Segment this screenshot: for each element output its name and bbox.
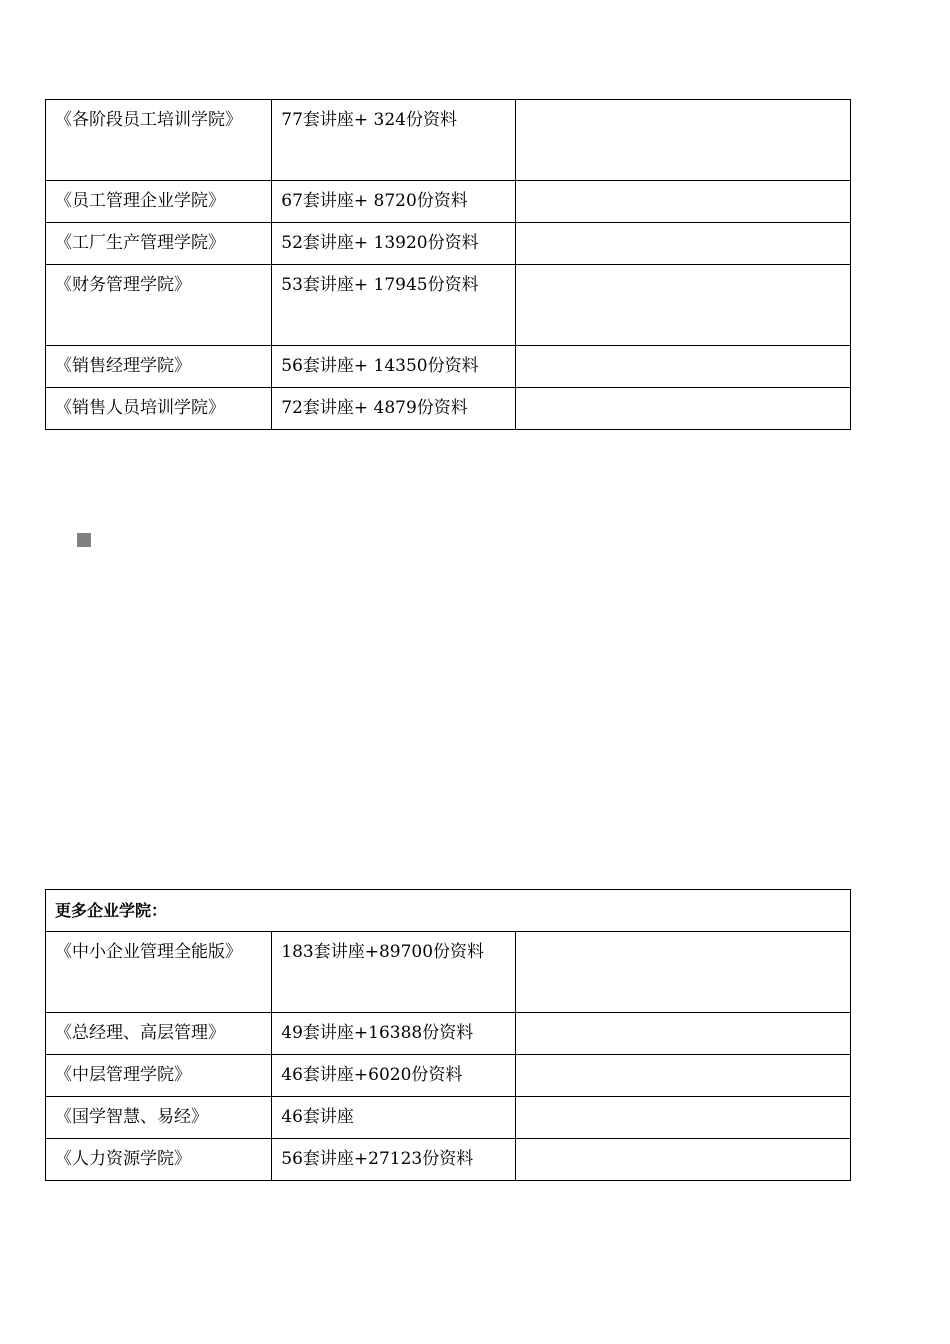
- table-row: [46, 1139, 851, 1181]
- table-row: [46, 181, 851, 223]
- more-academies-heading: 更多企业学院：: [46, 890, 851, 932]
- table-header-row: [46, 890, 851, 932]
- table-row: [46, 1055, 851, 1097]
- academy-note-cell: [515, 100, 850, 181]
- academy-name-cell: 《员工管理企业学院》: [46, 181, 272, 223]
- academy-content-cell: 67套讲座+ 8720份资料: [272, 181, 515, 223]
- academy-table-top: [45, 99, 851, 430]
- academy-note-cell: [515, 265, 850, 346]
- square-bullet-icon: [77, 533, 91, 547]
- academy-name-cell: 《销售经理学院》: [46, 346, 272, 388]
- academy-table-more: [45, 889, 851, 1181]
- table-row: [46, 346, 851, 388]
- academy-note-cell: [515, 1013, 850, 1055]
- academy-name-cell: 《工厂生产管理学院》: [46, 223, 272, 265]
- academy-name-cell: 《人力资源学院》: [46, 1139, 272, 1181]
- academy-content-cell: 46套讲座+6020份资料: [272, 1055, 515, 1097]
- academy-name-cell: 《财务管理学院》: [46, 265, 272, 346]
- academy-note-cell: [515, 181, 850, 223]
- table-row: [46, 1097, 851, 1139]
- academy-name-cell: 《销售人员培训学院》: [46, 388, 272, 430]
- academy-note-cell: [515, 346, 850, 388]
- academy-content-cell: 183套讲座+89700份资料: [272, 932, 515, 1013]
- academy-content-cell: 56套讲座+ 14350份资料: [272, 346, 515, 388]
- academy-content-cell: 46套讲座: [272, 1097, 515, 1139]
- table-row: [46, 223, 851, 265]
- academy-note-cell: [515, 1097, 850, 1139]
- academy-name-cell: 《中层管理学院》: [46, 1055, 272, 1097]
- academy-content-cell: 77套讲座+ 324份资料: [272, 100, 515, 181]
- table-row: [46, 388, 851, 430]
- academy-name-cell: 《中小企业管理全能版》: [46, 932, 272, 1013]
- academy-note-cell: [515, 932, 850, 1013]
- academy-note-cell: [515, 223, 850, 265]
- academy-content-cell: 52套讲座+ 13920份资料: [272, 223, 515, 265]
- table-row: [46, 1013, 851, 1055]
- table-row: [46, 932, 851, 1013]
- academy-name-cell: 《国学智慧、易经》: [46, 1097, 272, 1139]
- table-row: [46, 100, 851, 181]
- academy-content-cell: 53套讲座+ 17945份资料: [272, 265, 515, 346]
- academy-note-cell: [515, 1055, 850, 1097]
- academy-name-cell: 《总经理、高层管理》: [46, 1013, 272, 1055]
- academy-name-cell: 《各阶段员工培训学院》: [46, 100, 272, 181]
- academy-content-cell: 49套讲座+16388份资料: [272, 1013, 515, 1055]
- academy-note-cell: [515, 1139, 850, 1181]
- academy-content-cell: 72套讲座+ 4879份资料: [272, 388, 515, 430]
- academy-note-cell: [515, 388, 850, 430]
- academy-content-cell: 56套讲座+27123份资料: [272, 1139, 515, 1181]
- table-row: [46, 265, 851, 346]
